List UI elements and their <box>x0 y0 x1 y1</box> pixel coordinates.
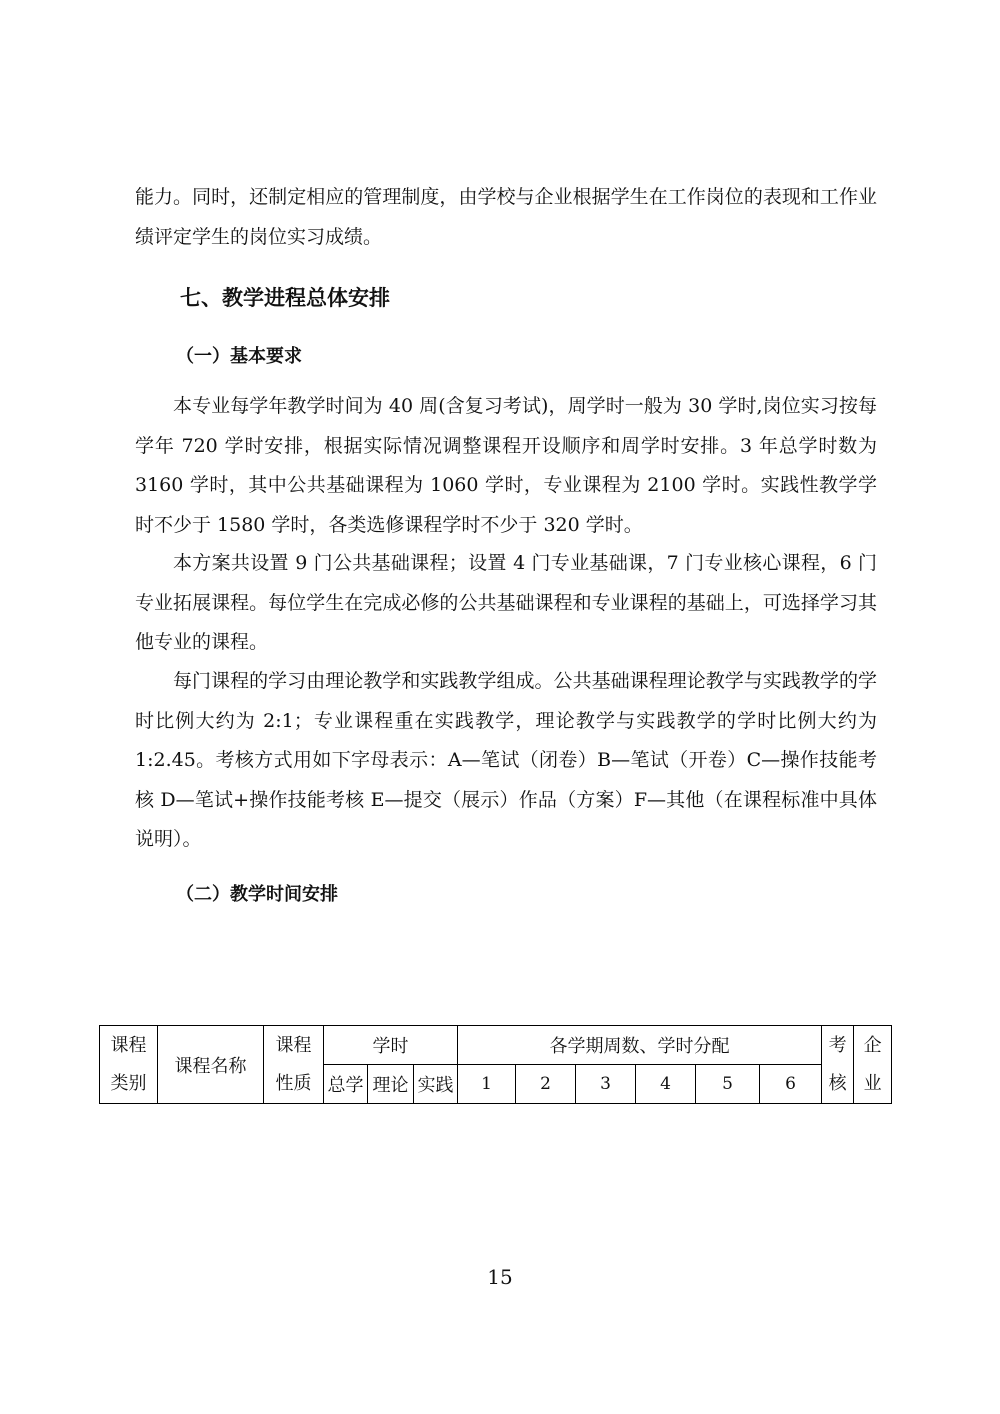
header-hours-practice: 实践 <box>414 1065 458 1104</box>
subsection-1-title: （一）基本要求 <box>176 346 302 367</box>
schedule-table <box>99 1025 892 1104</box>
subsection-2-title: （二）教学时间安排 <box>176 884 338 905</box>
section-title: 七、教学进程总体安排 <box>180 286 390 310</box>
header-semester-2: 2 <box>516 1065 576 1104</box>
header-semester-distribution: 各学期周数、学时分配 <box>458 1026 822 1065</box>
table-header-row-1 <box>100 1026 892 1065</box>
header-enterprise <box>854 1026 892 1104</box>
header-hours-theory: 理论 <box>368 1065 414 1104</box>
header-course-category-line-1: 课程 <box>110 1034 147 1056</box>
header-semester-1: 1 <box>458 1065 516 1104</box>
header-course-nature-line-2: 性质 <box>275 1072 312 1094</box>
header-course-nature-line-1: 课程 <box>275 1034 312 1056</box>
header-semester-6: 6 <box>760 1065 822 1104</box>
header-assessment-line-1: 考 <box>828 1034 847 1056</box>
paragraph-course-setup: 本方案共设置 9 门公共基础课程；设置 4 门专业基础课，7 门专业核心课程，6 门专业拓展课程。每位学生在完成必修的公共基础课程和专业课程的基础上，可选择学习其他专业的课程。 <box>135 552 877 653</box>
header-course-category <box>100 1026 158 1104</box>
header-course-name: 课程名称 <box>158 1026 264 1104</box>
header-hours-total: 总学 <box>324 1065 368 1104</box>
header-semester-5: 5 <box>696 1065 760 1104</box>
page-number: 15 <box>487 1265 513 1289</box>
header-hours: 学时 <box>324 1026 458 1065</box>
header-assessment <box>822 1026 854 1104</box>
header-enterprise-line-2: 业 <box>863 1072 882 1094</box>
paragraph-basic-hours: 本专业每学年教学时间为 40 周(含复习考试)，周学时一般为 30 学时,岗位实习按每学年 720 学时安排，根据实际情况调整课程开设顺序和周学时安排。3 年总学时数为 3160 学时，其中公共基础课程为 1060 学时，专业课程为 2100 学时。实践性教学学时不少于 1580 学时，各类选修课程学时不少于 320 学时。 <box>135 395 877 536</box>
header-semester-4: 4 <box>636 1065 696 1104</box>
paragraph-assessment: 每门课程的学习由理论教学和实践教学组成。公共基础课程理论教学与实践教学的学时比例大约为 2:1；专业课程重在实践教学，理论教学与实践教学的学时比例大约为 1:2.45。考核方式用如下字母表示：A—笔试（闭卷）B—笔试（开卷）C—操作技能考核 D—笔试+操作技能考核 E—提交（展示）作品（方案）F—其他（在课程标准中具体说明）。 <box>135 670 877 850</box>
header-enterprise-line-1: 企 <box>863 1034 882 1056</box>
header-semester-3: 3 <box>576 1065 636 1104</box>
header-course-category-line-2: 类别 <box>110 1072 147 1094</box>
header-assessment-line-2: 核 <box>828 1072 847 1094</box>
intro-paragraph: 能力。同时，还制定相应的管理制度，由学校与企业根据学生在工作岗位的表现和工作业绩评定学生的岗位实习成绩。 <box>135 186 877 248</box>
header-course-nature <box>264 1026 324 1104</box>
